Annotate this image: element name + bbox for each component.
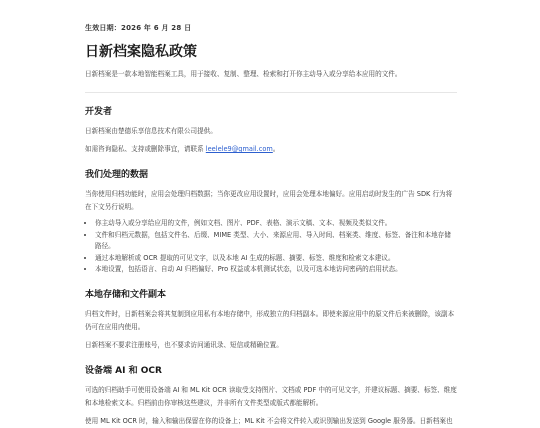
data-processed-list [85, 218, 457, 276]
developer-text: 日新档案由楚德乐享信息技术有限公司提供。 [85, 127, 217, 135]
list-item: • 文件和归档元数据，包括文件名、后缀、MIME 类型、大小、来源应用、导入时间、档案类、维度、标签、备注和本地存储路径。 [95, 230, 457, 253]
storage-text: 归档文件时，日新档案会将其复制到应用私有本地存储中，形成独立的归档副本。即使来源应用中的原文件后来被删除，该副本仍可在应用内使用。 [85, 309, 455, 331]
divider [85, 92, 457, 93]
effective-date: 生效日期：2026 年 6 月 28 日 [85, 24, 192, 32]
contact-text [85, 143, 457, 156]
list-item: • 你主动导入或分享给应用的文件，例如文档、图片、PDF、表格、演示文稿、文本、视频及类似文件。 [95, 218, 457, 230]
ai-ocr-heading: 设备端 AI 和 OCR [85, 365, 162, 376]
data-processed-heading: 我们处理的数据 [85, 170, 149, 180]
ml-kit-text: 使用 ML Kit OCR 时，输入和输出保留在你的设备上；ML Kit 不会将文件转入或识别输出发送到 Google 服务器。日新档案也 [85, 416, 453, 425]
contact-suffix: 。 [272, 145, 280, 153]
contact-prefix: 如需咨询隐私、支持或删除事宜，请联系 [85, 145, 206, 153]
contact-email-link[interactable]: leelele9@gmail.com [205, 145, 273, 153]
developer-heading: 开发者 [85, 107, 113, 117]
no-account-text: 日新档案不要求注册账号，也不要求访问通讯录、短信或精确位置。 [85, 340, 283, 349]
list-item: • 通过本地解析或 OCR 提取的可见文字，以及本地 AI 生成的标题、摘要、标签、维度和检索文本建议。 [95, 253, 457, 265]
ai-ocr-text: 可选的归档助手可使用设备端 AI 和 ML Kit OCR 读取受支持图片、文档或 PDF 中的可见文字，并建议标题、摘要、标签、维度和本地检索文本。归档前由你审核这些建议，并非所有文件类型或版式都能解析。 [85, 385, 457, 407]
page-title: 日新档案隐私政策 [85, 44, 197, 60]
list-item: • 本地设置，包括语言、自动 AI 归档偏好、Pro 权益或本机测试状态，以及可选本地访问密码的启用状态。 [95, 264, 457, 276]
policy-content [85, 20, 457, 428]
data-processed-intro: 当你使用归档功能时，应用会处理归档数据；当你更改应用设置时，应用会处理本地偏好。应用启动时发生的广告 SDK 行为将在下文另行说明。 [85, 190, 453, 211]
storage-heading: 本地存储和文件副本 [85, 289, 167, 300]
intro-text: 日新档案是一款本地智能档案工具，用于接收、复制、整理、检索和打开你主动导入或分享给本应用的文件。 [85, 70, 402, 78]
